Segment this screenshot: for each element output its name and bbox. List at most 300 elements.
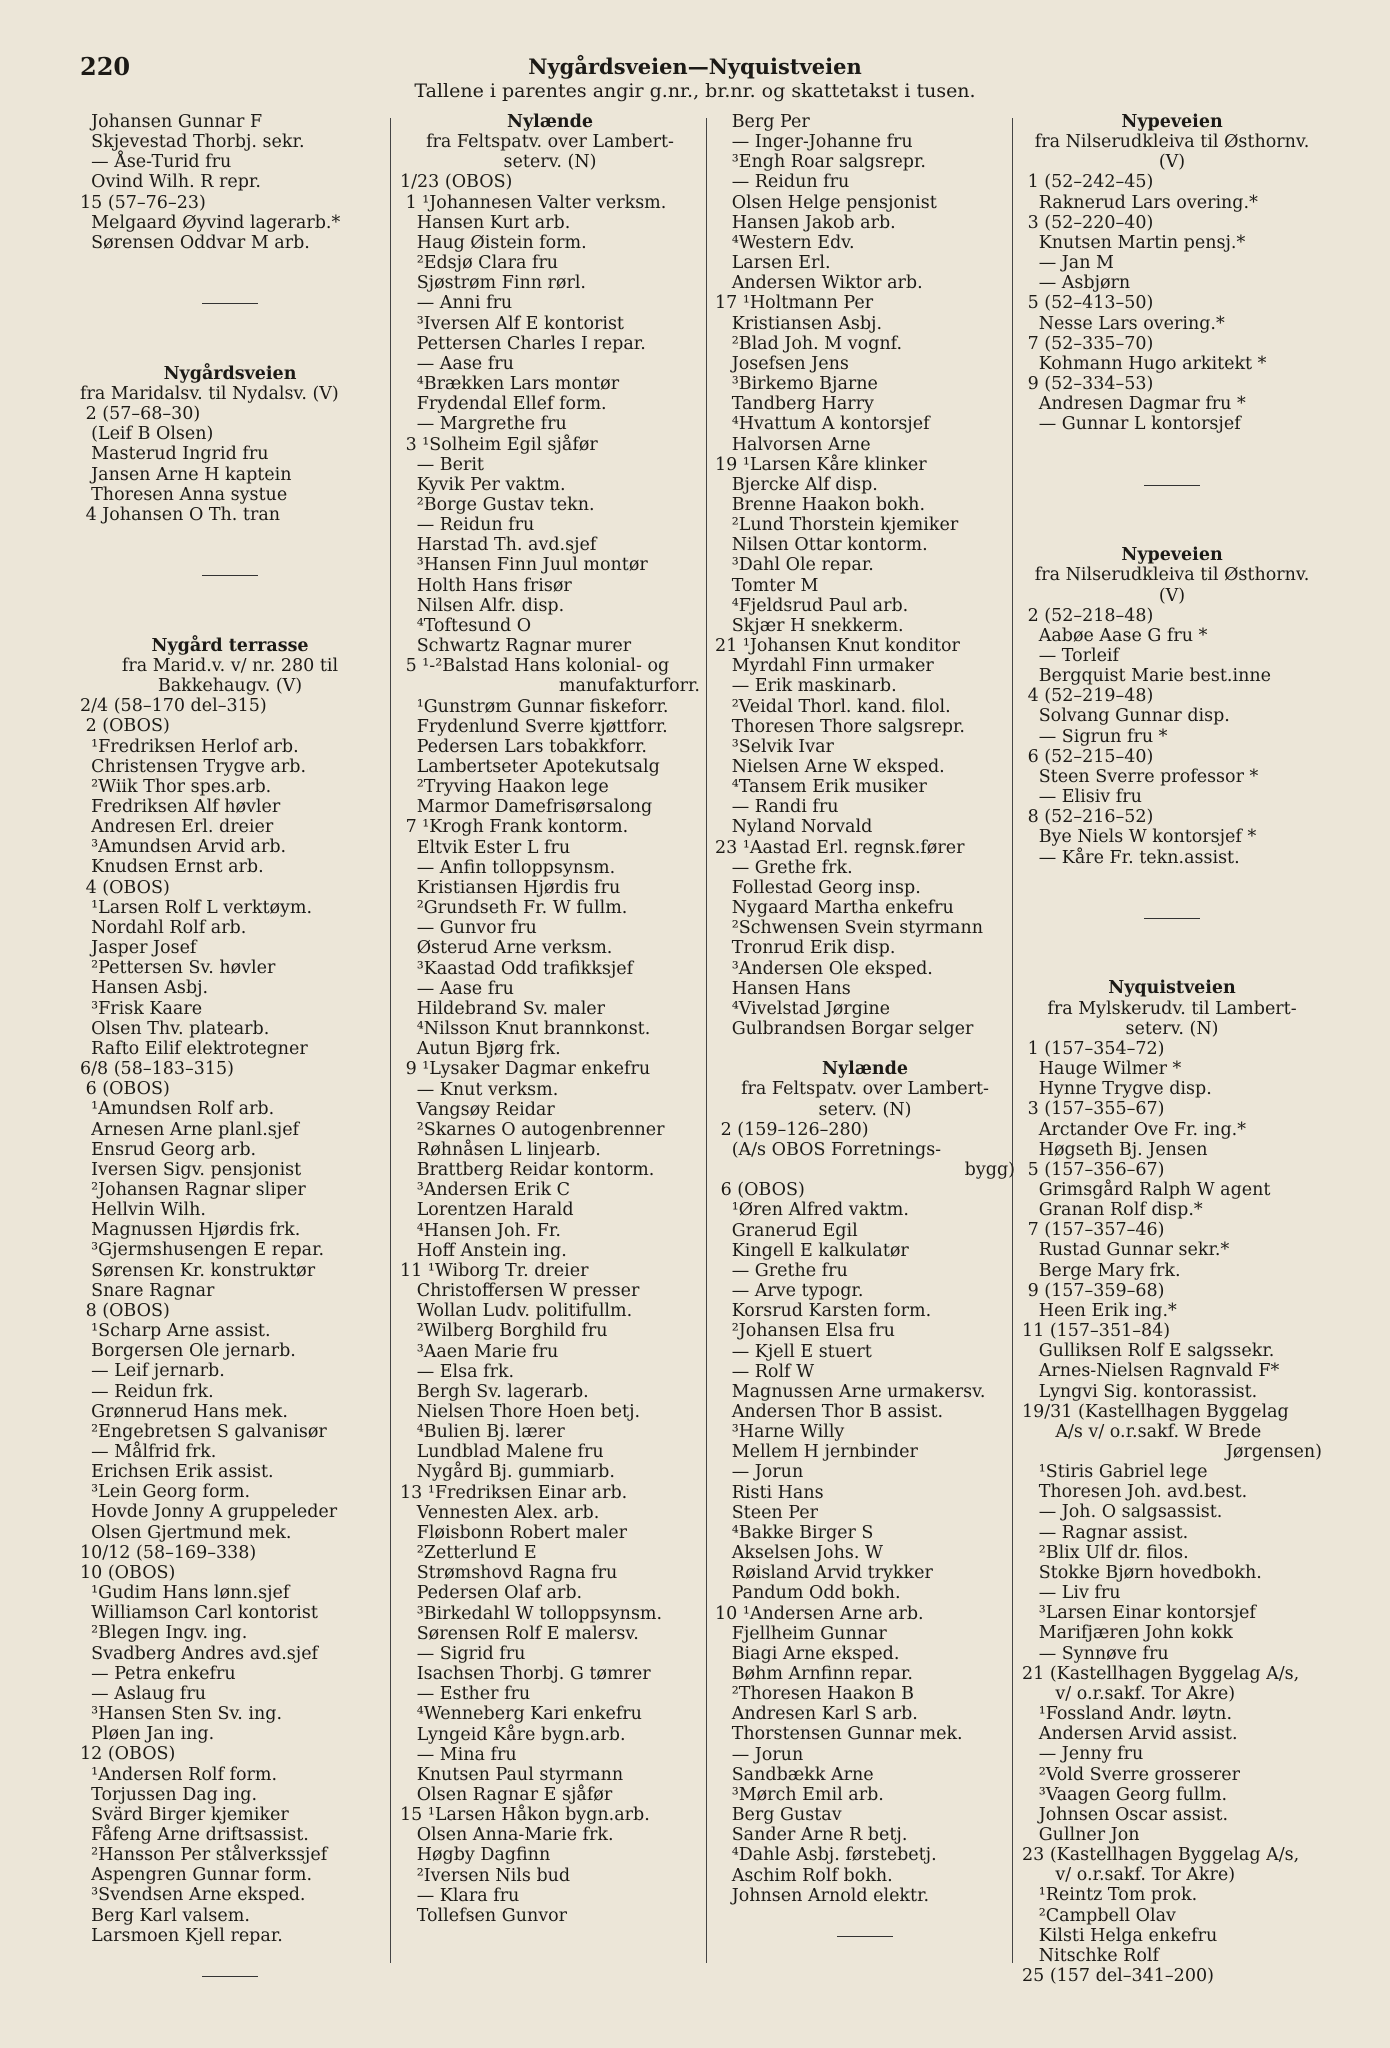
- directory-line: — Jan M: [1022, 253, 1114, 274]
- directory-line: 3 ¹Solheim Egil sjåfør: [400, 434, 598, 455]
- directory-line: Nielsen Arne W eksped.: [715, 757, 945, 777]
- directory-line: Larsen Erl.: [715, 253, 831, 274]
- spacer: [1022, 888, 1322, 908]
- directory-line: Frydendal Ellef form.: [400, 394, 607, 415]
- directory-line: — Jorun: [715, 1462, 804, 1483]
- directory-line: ²Grundseth Fr. W fullm.: [400, 898, 628, 919]
- directory-line: Haug Øistein form.: [400, 232, 587, 253]
- directory-line: — Berit: [400, 454, 484, 475]
- directory-line: Svärd Birger kjemiker: [80, 1804, 289, 1825]
- directory-line: Tandberg Harry: [715, 394, 874, 415]
- directory-line: Isachsen Thorbj. G tømrer: [400, 1664, 651, 1685]
- street-heading: Nygårdsveien: [163, 363, 297, 384]
- directory-line: Harstad Th. avd.sjef: [400, 535, 597, 556]
- directory-line: ⁴Vivelstad Jørgine: [715, 998, 891, 1019]
- street-route: fra Nilserudkleiva til Østhornv.: [1034, 565, 1310, 586]
- directory-line: ²Iversen Nils bud: [400, 1865, 571, 1886]
- directory-line: 5 (157–356–67): [1022, 1159, 1165, 1180]
- directory-line: ⁴Hvattum A kontorsjef: [715, 414, 930, 435]
- directory-line: Magnussen Hjørdis frk.: [80, 1220, 301, 1241]
- directory-line: ³Mørch Emil arb.: [715, 1784, 884, 1805]
- directory-line: Andresen Erl. dreier: [80, 817, 274, 838]
- directory-line: Røisland Arvid trykker: [715, 1563, 933, 1584]
- directory-line: 1 (52–242–45): [1022, 172, 1154, 193]
- directory-line: 10 (OBOS): [80, 1562, 176, 1583]
- directory-line: Bye Niels W kontorsjef *: [1022, 827, 1257, 848]
- directory-line: Svadberg Andres avd.sjef: [80, 1643, 319, 1664]
- column-rule-2: [706, 118, 707, 1963]
- spacer: [80, 344, 380, 364]
- street-heading: Nylænde: [507, 112, 593, 132]
- directory-line: Aspengren Gunnar form.: [80, 1865, 313, 1886]
- directory-line: Knudsen Ernst arb.: [80, 857, 264, 878]
- directory-line: Rustad Gunnar sekr.*: [1022, 1240, 1230, 1261]
- directory-line: Nordahl Rolf arb.: [80, 917, 247, 938]
- directory-line: 17 ¹Holtmann Per: [715, 293, 874, 314]
- directory-line: Gulliksen Rolf E salgssekr.: [1022, 1341, 1275, 1362]
- directory-line: 3 (52–220–40): [1022, 212, 1154, 233]
- directory-line: Sander Arne R betj.: [715, 1825, 908, 1846]
- directory-line: 2/4 (58–170 del–315): [80, 696, 267, 717]
- street-route: (V): [1158, 585, 1186, 606]
- directory-line: Grimsgård Ralph W agent: [1022, 1179, 1271, 1200]
- directory-line: Korsrud Karsten form.: [715, 1301, 932, 1322]
- directory-line: ²Zetterlund E: [400, 1543, 537, 1564]
- directory-line: — Jorun: [715, 1744, 804, 1765]
- column-3: [715, 112, 1015, 1956]
- directory-line: — Målfrid frk.: [80, 1442, 217, 1462]
- directory-line: ³Birkemo Bjarne: [715, 374, 878, 395]
- street-route: Bakkehaugv. (V): [157, 676, 303, 697]
- directory-line: ²Edsjø Clara fru: [400, 253, 559, 274]
- directory-line: Erichsen Erik assist.: [80, 1462, 274, 1483]
- directory-line: Nielsen Thore Hoen betj.: [400, 1402, 641, 1422]
- directory-line: Nygaard Martha enkefru: [715, 898, 954, 919]
- directory-line: ³Iversen Alf E kontorist: [400, 313, 624, 334]
- directory-line: 7 ¹Krogh Frank kontorm.: [400, 817, 629, 838]
- directory-line: Andersen Thor B assist.: [715, 1401, 944, 1422]
- directory-line: ¹Reintz Tom prok.: [1022, 1885, 1198, 1906]
- directory-line: Sandbækk Arne: [715, 1764, 874, 1785]
- spacer: [1022, 938, 1322, 958]
- column-1: [80, 112, 380, 1996]
- directory-line: — Torleif: [1022, 645, 1119, 666]
- column-2: [400, 112, 700, 1926]
- directory-line: Iversen Sigv. pensjonist: [80, 1159, 302, 1180]
- directory-line: Thorstensen Gunnar mek.: [715, 1724, 963, 1745]
- section-separator: [1022, 918, 1322, 938]
- directory-line: Pandum Odd bokh.: [715, 1583, 901, 1604]
- directory-line: ²Campbell Olav: [1022, 1905, 1176, 1926]
- directory-line: ⁴Hansen Joh. Fr.: [400, 1220, 561, 1241]
- street-route: seterv. (N): [1125, 1018, 1219, 1039]
- directory-line: ⁴Wenneberg Kari enkefru: [400, 1704, 642, 1725]
- directory-line: ²Blegen Ingv. ing.: [80, 1623, 248, 1644]
- directory-line: Knutsen Paul styrmann: [400, 1764, 624, 1785]
- directory-line: ³Dahl Ole repar.: [715, 555, 874, 576]
- directory-line: Sjøstrøm Finn rørl.: [400, 273, 586, 294]
- directory-line: Andresen Dagmar fru *: [1022, 394, 1246, 415]
- directory-line: ⁴Toftesund O: [400, 615, 532, 636]
- directory-line: 6 (OBOS): [715, 1180, 805, 1201]
- directory-line: — Kåre Fr. tekn.assist.: [1022, 847, 1240, 868]
- directory-line: Skjevestad Thorbj. sekr.: [80, 132, 305, 153]
- directory-line: Myrdahl Finn urmaker: [715, 656, 934, 677]
- street-route: fra Feltspatv. over Lambert-: [741, 1079, 989, 1100]
- directory-line: ²Engebretsen S galvanisør: [80, 1421, 327, 1442]
- directory-line: Johnsen Arnold elektr.: [715, 1885, 930, 1906]
- directory-line: — Ragnar assist.: [1022, 1522, 1189, 1543]
- section-separator: [80, 303, 380, 323]
- directory-line: — Arve typogr.: [715, 1281, 864, 1302]
- directory-line: Høgseth Bj. Jensen: [1022, 1139, 1208, 1160]
- directory-line: — Joh. O salgsassist.: [1022, 1502, 1223, 1523]
- directory-line: 1 (157–354–72): [1022, 1038, 1165, 1059]
- directory-line: Aschim Rolf bokh.: [715, 1865, 893, 1886]
- separator-line: [1144, 918, 1200, 919]
- directory-line: — Aslaug fru: [80, 1683, 206, 1704]
- separator-line: [202, 575, 258, 576]
- directory-line: Olsen Gjertmund mek.: [80, 1522, 292, 1543]
- directory-line: Hauge Wilmer *: [1022, 1059, 1182, 1080]
- directory-line: — Leif jernarb.: [80, 1361, 225, 1382]
- spacer: [1022, 958, 1322, 978]
- directory-line: Tomter M: [715, 575, 819, 596]
- directory-line: Knutsen Martin pensj.*: [1022, 232, 1246, 253]
- directory-line: 10/12 (58–169–338): [80, 1542, 257, 1563]
- directory-line: Biagi Arne eksped.: [715, 1643, 900, 1664]
- directory-line: Nygård Bj. gummiarb.: [400, 1462, 615, 1483]
- directory-line: ³Andersen Erik C: [400, 1180, 571, 1201]
- directory-line: 19 ¹Larsen Kåre klinker: [715, 454, 927, 475]
- directory-line: ⁴Nilsson Knut brannkonst.: [400, 1019, 651, 1040]
- directory-line: Magnussen Arne urmakersv.: [715, 1381, 986, 1402]
- directory-line: ³Hansen Finn Juul montør: [400, 555, 648, 576]
- directory-line: Tollefsen Gunvor: [400, 1905, 568, 1926]
- directory-line: Sørensen Kr. konstruktør: [80, 1260, 316, 1281]
- directory-line: Nesse Lars overing.*: [1022, 313, 1225, 334]
- spacer: [715, 1906, 1015, 1926]
- section-separator: [80, 1976, 380, 1996]
- separator-line: [202, 303, 258, 304]
- directory-line: Arnes-Nielsen Ragnvald F*: [1022, 1361, 1280, 1382]
- directory-line: — Gunnar L kontorsjef: [1022, 414, 1241, 435]
- directory-line: Skjær H snekkerm.: [715, 615, 904, 636]
- directory-line: Rafto Eilif elektrotegner: [80, 1038, 308, 1059]
- directory-line: — Synnøve fru: [1022, 1643, 1169, 1664]
- directory-line: Kristiansen Asbj.: [715, 313, 883, 334]
- directory-line: Vangsøy Reidar: [400, 1099, 555, 1120]
- directory-line: Sørensen Rolf E malersv.: [400, 1623, 639, 1644]
- directory-line: ¹Øren Alfred vaktm.: [715, 1200, 909, 1221]
- directory-line: 15 ¹Larsen Håkon bygn.arb.: [400, 1805, 650, 1826]
- directory-line: Bergh Sv. lagerarb.: [400, 1381, 589, 1402]
- directory-line: Lyngeid Kåre bygn.arb.: [400, 1724, 626, 1745]
- directory-line: 23 ¹Aastad Erl. regnsk.fører: [715, 837, 965, 858]
- directory-line: Berg Gustav: [715, 1805, 842, 1826]
- spacer: [1022, 435, 1322, 455]
- directory-line: ³Lein Georg form.: [80, 1482, 251, 1503]
- directory-line: Høgby Dagfinn: [400, 1845, 551, 1866]
- directory-line: Nyland Norvald: [715, 817, 873, 838]
- directory-line: 6 (OBOS): [80, 1079, 170, 1100]
- directory-line: fra Maridalsv. til Nydalsv. (V): [80, 383, 339, 404]
- directory-line: 21 ¹Johansen Knut konditor: [715, 636, 960, 657]
- directory-line: ¹Amundsen Rolf arb.: [80, 1099, 275, 1120]
- directory-line: ³Amundsen Arvid arb.: [80, 837, 287, 858]
- directory-line: 4 (OBOS): [80, 877, 170, 898]
- street-route: fra Feltspatv. over Lambert-: [426, 132, 674, 153]
- directory-line: Granerud Egil: [715, 1220, 858, 1241]
- directory-line: 6 (52–215–40): [1022, 746, 1154, 767]
- directory-line: Williamson Carl kontorist: [80, 1603, 318, 1624]
- directory-line: ²Vold Sverre grosserer: [1022, 1764, 1241, 1785]
- directory-line: — Jenny fru: [1022, 1744, 1144, 1765]
- directory-line: Berg Per: [715, 112, 810, 132]
- street-heading: Nyquistveien: [1108, 978, 1236, 999]
- street-route: (V): [1158, 152, 1186, 173]
- spacer: [80, 1946, 380, 1966]
- directory-line: ²Johansen Elsa fru: [715, 1321, 895, 1342]
- directory-line: Raknerud Lars overing.*: [1022, 192, 1258, 213]
- directory-line: Schwartz Ragnar murer: [400, 636, 632, 657]
- directory-line: — Aase fru: [400, 978, 514, 999]
- spacer: [80, 595, 380, 615]
- directory-line: v/ o.r.sakf. Tor Akre): [1022, 1865, 1236, 1886]
- directory-line: Vennesten Alex. arb.: [400, 1502, 600, 1523]
- directory-line: Brattberg Reidar kontorm.: [400, 1160, 655, 1181]
- directory-line: Lyngvi Sig. kontorassist.: [1022, 1381, 1258, 1402]
- section-separator: [715, 1936, 1015, 1956]
- directory-line: 13 ¹Fredriksen Einar arb.: [400, 1482, 628, 1503]
- directory-line: Fløisbonn Robert maler: [400, 1522, 627, 1543]
- street-route: fra Marid.v. v/ nr. 280 til: [121, 655, 339, 676]
- directory-line: ¹Stiris Gabriel lege: [1022, 1462, 1208, 1483]
- directory-line: Follestad Georg insp.: [715, 877, 921, 898]
- directory-line: 7 (157–357–46): [1022, 1220, 1165, 1241]
- directory-line: 19/31 (Kastellhagen Byggelag: [1022, 1401, 1289, 1422]
- directory-line: ¹Scharp Arne assist.: [80, 1321, 271, 1342]
- directory-line: — Sigrun fru *: [1022, 726, 1168, 747]
- directory-line: Lorentzen Harald: [400, 1200, 574, 1221]
- directory-line: Arnesen Arne planl.sjef: [80, 1119, 300, 1140]
- directory-line: — Knut verksm.: [400, 1079, 559, 1100]
- directory-line: — Anfin tolloppsynsm.: [400, 857, 616, 878]
- directory-line: Hynne Trygve disp.: [1022, 1079, 1212, 1100]
- directory-line: Sørensen Oddvar M arb.: [80, 232, 310, 253]
- directory-line: Aabøe Aase G fru *: [1022, 625, 1208, 646]
- directory-line: 21 (Kastellhagen Byggelag A/s,: [1022, 1663, 1300, 1684]
- directory-line: ²Skarnes O autogenbrenner: [400, 1119, 665, 1140]
- directory-line: 1/23 (OBOS): [400, 172, 513, 193]
- directory-line: Kilsti Helga enkefru: [1022, 1925, 1218, 1946]
- directory-line: — Liv fru: [1022, 1583, 1121, 1604]
- directory-line: 9 ¹Lysaker Dagmar enkefru: [400, 1059, 651, 1080]
- section-separator: [1022, 485, 1322, 505]
- directory-line: ²Veidal Thorl. kand. filol.: [715, 696, 951, 717]
- directory-line: ⁴Western Edv.: [715, 232, 855, 253]
- directory-line: Olsen Thv. platearb.: [80, 1018, 270, 1039]
- directory-line: Stokke Bjørn hovedbokh.: [1022, 1562, 1262, 1583]
- separator-line: [1144, 485, 1200, 486]
- directory-line: Nitschke Rolf: [1022, 1945, 1159, 1966]
- directory-line: ³Svendsen Arne eksped.: [80, 1885, 306, 1906]
- directory-line: ³Frisk Kaare: [80, 998, 203, 1019]
- directory-line: — Petra enkefru: [80, 1663, 236, 1684]
- directory-line: — Esther fru: [400, 1684, 531, 1705]
- directory-line: Halvorsen Arne: [715, 434, 871, 455]
- directory-line: 9 (157–359–68): [1022, 1280, 1165, 1301]
- directory-line: ²Pettersen Sv. høvler: [80, 958, 276, 979]
- directory-line: manufakturforr.: [558, 676, 700, 697]
- column-4: [1022, 112, 1322, 1986]
- directory-line: Fåfeng Arne driftsassist.: [80, 1824, 309, 1845]
- directory-line: — Aase fru: [400, 353, 514, 374]
- directory-line: Andersen Arvid assist.: [1022, 1724, 1238, 1745]
- street-heading: Nylænde: [822, 1059, 908, 1080]
- directory-line: — Åse-Turid fru: [80, 152, 232, 173]
- directory-line: Olsen Anna-Marie frk.: [400, 1825, 614, 1846]
- directory-line: ¹Gudim Hans lønn.sjef: [80, 1583, 290, 1604]
- directory-line: — Elsa frk.: [400, 1361, 515, 1382]
- directory-line: Lambertseter Apotekutsalg: [400, 757, 660, 777]
- directory-line: ³Selvik Ivar: [715, 736, 834, 757]
- directory-line: ²Borge Gustav tekn.: [400, 494, 595, 515]
- directory-line: ³Gjermshusengen E repar.: [80, 1240, 325, 1261]
- directory-line: Grønnerud Hans mek.: [80, 1401, 288, 1422]
- directory-line: Gullner Jon: [1022, 1824, 1140, 1845]
- spacer: [80, 545, 380, 565]
- directory-line: Jørgensen): [1225, 1442, 1322, 1462]
- directory-line: 7 (52–335–70): [1022, 333, 1154, 354]
- directory-line: Jansen Arne H kaptein: [80, 464, 292, 485]
- directory-line: Kristiansen Hjørdis fru: [400, 877, 621, 898]
- directory-line: ³Andersen Ole eksped.: [715, 958, 933, 979]
- directory-line: Bjercke Alf disp.: [715, 474, 878, 495]
- directory-line: ²Johansen Ragnar sliper: [80, 1179, 306, 1200]
- page-number: 220: [80, 52, 131, 81]
- directory-line: Thoresen Anna systue: [80, 484, 288, 505]
- directory-line: Lundblad Malene fru: [400, 1442, 604, 1463]
- directory-line: ²Wilberg Borghild fru: [400, 1321, 608, 1342]
- directory-line: 1 ¹Johannesen Valter verksm.: [400, 192, 667, 213]
- directory-line: ³Harne Willy: [715, 1422, 845, 1443]
- directory-line: 25 (157 del–341–200): [1022, 1966, 1214, 1987]
- directory-line: Holth Hans frisør: [400, 575, 572, 596]
- directory-line: 2 (159–126–280): [715, 1119, 869, 1140]
- directory-line: — Klara fru: [400, 1885, 520, 1906]
- directory-line: ³Aaen Marie fru: [400, 1341, 559, 1362]
- directory-line: Andersen Wiktor arb.: [715, 273, 923, 294]
- directory-line: 12 (OBOS): [80, 1744, 176, 1765]
- directory-line: ⁴Fjeldsrud Paul arb.: [715, 595, 909, 616]
- directory-line: Strømshovd Ragna fru: [400, 1563, 618, 1584]
- directory-line: Granan Rolf disp.*: [1022, 1200, 1203, 1221]
- directory-line: ²Lund Thorstein kjemiker: [715, 515, 959, 536]
- directory-line: Risti Hans: [715, 1482, 824, 1503]
- directory-line: Kohmann Hugo arkitekt *: [1022, 353, 1267, 374]
- directory-line: Fredriksen Alf høvler: [80, 797, 281, 817]
- street-heading: Nygård terrasse: [151, 635, 309, 656]
- directory-line: — Sigrid fru: [400, 1643, 526, 1664]
- directory-line: ²Wiik Thor spes.arb.: [80, 776, 272, 797]
- street-heading: Nypeveien: [1121, 545, 1223, 566]
- street-route: seterv. (N): [818, 1099, 912, 1120]
- directory-line: ²Blad Joh. M vognf.: [715, 333, 903, 354]
- column-rule-1: [390, 118, 391, 1963]
- directory-line: Christoffersen W presser: [400, 1281, 640, 1302]
- directory-line: v/ o.r.sakf. Tor Akre): [1022, 1683, 1236, 1704]
- directory-line: Berge Mary frk.: [1022, 1260, 1181, 1281]
- directory-line: 4 (52–219–48): [1022, 686, 1154, 707]
- directory-line: Berg Karl valsem.: [80, 1905, 250, 1926]
- running-head-title: Nygårdsveien—Nyquistveien: [528, 54, 862, 79]
- separator-line: [202, 1976, 258, 1977]
- spacer: [80, 324, 380, 344]
- directory-line: (Leif B Olsen): [80, 424, 214, 445]
- directory-line: 3 (157–355–67): [1022, 1099, 1165, 1120]
- spacer: [80, 253, 380, 273]
- spacer: [1022, 505, 1322, 525]
- directory-line: — Reidun frk.: [80, 1381, 214, 1402]
- directory-line: Solvang Gunnar disp.: [1022, 706, 1230, 727]
- directory-line: Nilsen Alfr. disp.: [400, 595, 565, 616]
- directory-line: Mellem H jernbinder: [715, 1442, 918, 1463]
- directory-line: ⁴Brækken Lars montør: [400, 374, 620, 395]
- directory-line: ⁴Bakke Birger S: [715, 1522, 874, 1543]
- directory-line: Hoff Anstein ing.: [400, 1240, 567, 1261]
- directory-line: — Reidun fru: [715, 172, 850, 193]
- directory-line: 2 (57–68–30): [80, 404, 201, 425]
- spacer: [1022, 868, 1322, 888]
- directory-line: Steen Per: [715, 1502, 818, 1523]
- directory-line: Marmor Damefrisørsalong: [400, 797, 653, 818]
- street-route: fra Nilserudkleiva til Østhornv.: [1034, 132, 1310, 153]
- directory-line: Marifjæren John kokk: [1022, 1623, 1233, 1644]
- directory-line: Tronrud Erik disp.: [715, 938, 896, 959]
- section-separator: [80, 575, 380, 595]
- directory-line: ³Larsen Einar kontorsjef: [1022, 1603, 1256, 1624]
- directory-line: 23 (Kastellhagen Byggelag A/s,: [1022, 1845, 1300, 1866]
- directory-line: 2 (OBOS): [80, 716, 170, 737]
- directory-line: ³Vaagen Georg fullm.: [1022, 1784, 1228, 1805]
- directory-line: ¹Fredriksen Herlof arb.: [80, 736, 299, 757]
- directory-line: 8 (OBOS): [80, 1300, 170, 1321]
- directory-line: Torjussen Dag ing.: [80, 1784, 258, 1805]
- directory-line: ⁴Dahle Asbj. førstebetj.: [715, 1845, 937, 1866]
- running-head-note: Tallene i parentes angir g.nr., br.nr. og skattetakst i tusen.: [414, 80, 976, 102]
- directory-line: ¹Larsen Rolf L verktøym.: [80, 897, 313, 918]
- directory-line: Eltvik Ester L fru: [400, 837, 571, 858]
- directory-line: — Gunvor fru: [400, 918, 537, 939]
- directory-line: Hansen Jakob arb.: [715, 212, 896, 233]
- directory-line: ³Birkedahl W tolloppsynsm.: [400, 1603, 663, 1624]
- directory-line: Olsen Helge pensjonist: [715, 192, 937, 213]
- directory-line: Bergquist Marie best.inne: [1022, 666, 1271, 687]
- separator-line: [837, 1936, 893, 1937]
- directory-line: — Kjell E stuert: [715, 1341, 872, 1362]
- directory-line: — Reidun fru: [400, 515, 535, 536]
- directory-line: Frydenlund Sverre kjøttforr.: [400, 716, 668, 737]
- directory-line: ²Hansson Per stålverkssjef: [80, 1845, 328, 1866]
- directory-line: 6/8 (58–183–315): [80, 1059, 234, 1080]
- spacer: [80, 616, 380, 636]
- spacer: [80, 525, 380, 545]
- directory-line: ⁴Bulien Bj. lærer: [400, 1422, 565, 1443]
- directory-line: Johansen Gunnar F: [80, 112, 263, 132]
- directory-line: Wollan Ludv. politifullm.: [400, 1301, 633, 1322]
- directory-line: Hansen Asbj.: [80, 978, 209, 999]
